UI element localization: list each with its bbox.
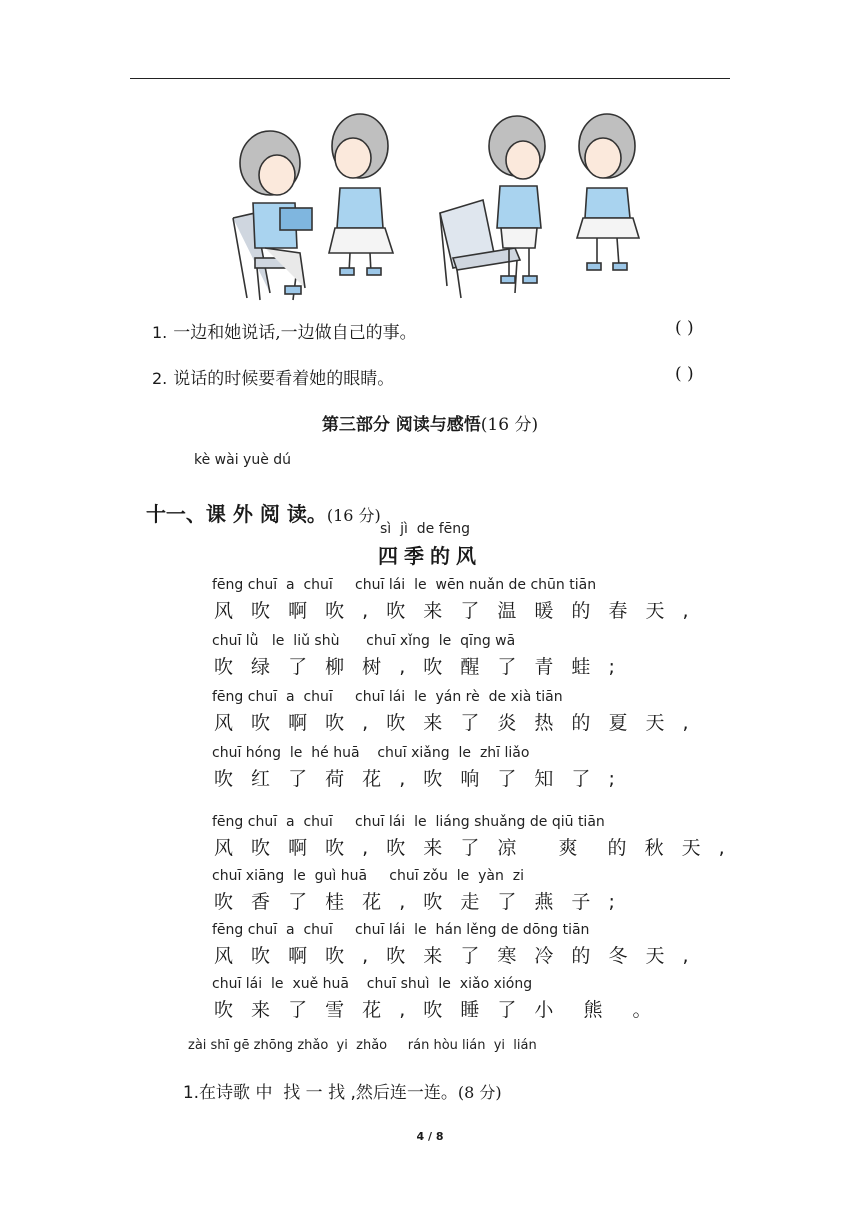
poem-line-5-pinyin: fēng chuī a chuī chuī lái le liáng shuǎng de qiū tiān bbox=[212, 814, 605, 830]
part11-score: (16 分) bbox=[326, 506, 381, 525]
question-number: 1. bbox=[152, 323, 168, 342]
girl-standing-figure-2 bbox=[577, 114, 639, 270]
top-rule bbox=[130, 78, 730, 79]
poem-line-1: 风 吹 啊 吹 , 吹 来 了 温 暖 的 春 天 , bbox=[214, 600, 695, 622]
question-text: 说话的时候要看着她的眼睛。 bbox=[173, 369, 395, 389]
part11-suffix: 。 bbox=[306, 502, 327, 526]
q1-score: (8 分) bbox=[457, 1083, 502, 1102]
poem-line-2: 吹 绿 了 柳 树 , 吹 醒 了 青 蛙 ; bbox=[214, 656, 621, 678]
question-1 bbox=[152, 318, 417, 343]
section-score: (16 分) bbox=[480, 415, 539, 435]
boy-sitting-figure bbox=[233, 131, 312, 300]
question-number: 2. bbox=[152, 369, 168, 388]
q1-text: 在诗歌 中 找 一 找 ,然后连一连。 bbox=[199, 1083, 458, 1103]
part11-pinyin: kè wài yuè dú bbox=[194, 452, 292, 468]
poem-line-6-pinyin: chuī xiāng le guì huā chuī zǒu le yàn zi bbox=[212, 868, 525, 884]
section-title-text: 第三部分 阅读与感悟 bbox=[321, 415, 481, 435]
q1-pinyin: zài shī gē zhōng zhǎo yi zhǎo rán hòu lián yi lián bbox=[188, 1038, 537, 1053]
page-number: 4 / 8 bbox=[416, 1130, 444, 1143]
question-2 bbox=[152, 364, 394, 389]
q1-number: 1. bbox=[182, 1083, 200, 1103]
poem-title: 四季的风 bbox=[378, 544, 482, 568]
poem-title-pinyin: sì jì de fēng bbox=[380, 521, 471, 537]
answer-blank-1[interactable]: ( ) bbox=[675, 318, 694, 338]
part11-label: 十一、课 外 阅 读 bbox=[145, 502, 307, 526]
poem-line-2-pinyin: chuī lǜ le liǔ shù chuī xǐng le qīng wā bbox=[212, 633, 516, 649]
poem-line-5: 风 吹 啊 吹 , 吹 来 了 凉 爽 的 秋 天 , bbox=[214, 837, 731, 859]
poem-line-7-pinyin: fēng chuī a chuī chuī lái le hán lěng de dōng tiān bbox=[212, 922, 590, 938]
poem-line-1-pinyin: fēng chuī a chuī chuī lái le wēn nuǎn de chūn tiān bbox=[212, 577, 597, 593]
answer-blank-2[interactable]: ( ) bbox=[675, 364, 694, 384]
poem-line-7: 风 吹 啊 吹 , 吹 来 了 寒 冷 的 冬 天 , bbox=[214, 945, 695, 967]
girl-standing-figure-1 bbox=[329, 114, 393, 275]
poem-line-6: 吹 香 了 桂 花 , 吹 走 了 燕 子 ; bbox=[214, 891, 621, 913]
section-title bbox=[0, 410, 860, 435]
question-text: 一边和她说话,一边做自己的事。 bbox=[173, 323, 417, 343]
poem-line-8-pinyin: chuī lái le xuě huā chuī shuì le xiǎo xióng bbox=[212, 976, 533, 992]
poem-line-4-pinyin: chuī hóng le hé huā chuī xiǎng le zhī liǎo bbox=[212, 745, 530, 761]
poem-line-4: 吹 红 了 荷 花 , 吹 响 了 知 了 ; bbox=[214, 768, 621, 790]
q1-instruction bbox=[172, 1058, 502, 1103]
part11-heading bbox=[132, 474, 381, 527]
poem-line-3-pinyin: fēng chuī a chuī chuī lái le yán rè de xià tiān bbox=[212, 689, 563, 705]
children-conversation-illustration bbox=[225, 108, 655, 303]
poem-line-8: 吹 来 了 雪 花 , 吹 睡 了 小 熊 。 bbox=[214, 999, 658, 1021]
poem-line-3: 风 吹 啊 吹 , 吹 来 了 炎 热 的 夏 天 , bbox=[214, 712, 695, 734]
